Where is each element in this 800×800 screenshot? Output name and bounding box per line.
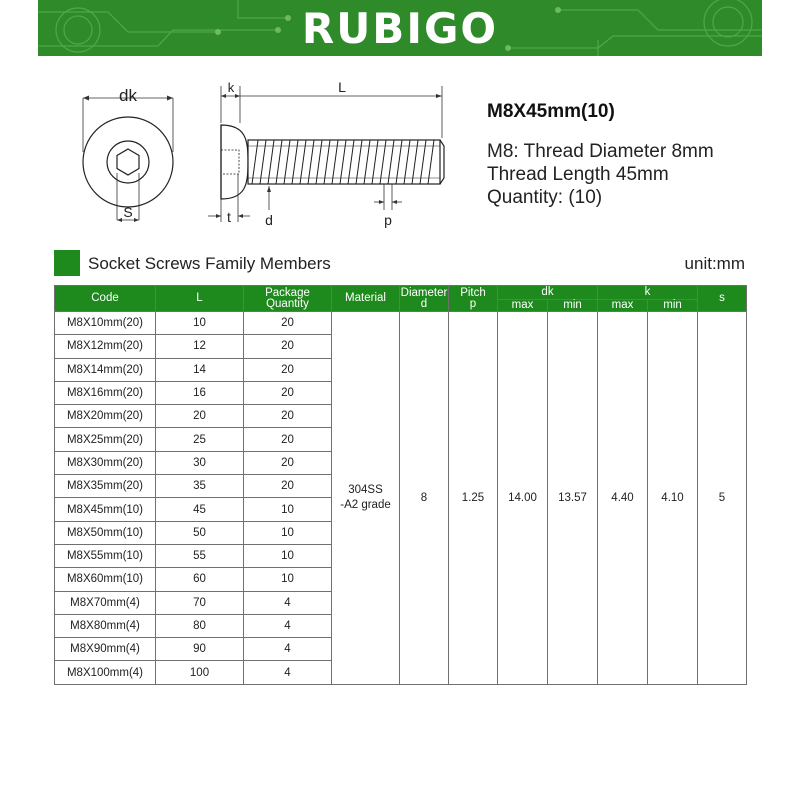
header-k: k [598,286,698,300]
screw-technical-drawing [70,78,470,238]
L-label: L [338,79,346,95]
cell-qty: 20 [244,405,332,428]
cell-length: 55 [156,544,244,567]
cell-code: M8X55mm(10) [55,544,156,567]
cell-code: M8X35mm(20) [55,475,156,498]
cell-length: 80 [156,614,244,637]
cell-code: M8X60mm(10) [55,568,156,591]
header-pitch-line1: Pitch [460,286,486,299]
cell-length: 12 [156,335,244,358]
material-line2: -A2 grade [340,498,391,511]
cell-k-max: 4.40 [598,312,648,685]
section-title: Socket Screws Family Members [88,254,331,273]
cell-length: 20 [156,405,244,428]
table-row [55,312,747,335]
cell-length: 50 [156,521,244,544]
cell-length: 35 [156,475,244,498]
cell-length: 25 [156,428,244,451]
t-label: t [227,209,231,225]
cell-qty: 4 [244,661,332,684]
spec-quantity: Quantity: (10) [487,187,603,208]
cell-qty: 10 [244,498,332,521]
product-title: M8X45mm(10) [487,101,615,122]
cell-code: M8X25mm(20) [55,428,156,451]
header-material: Material [332,286,400,312]
cell-s: 5 [698,312,747,685]
header-dk-max: max [498,300,548,312]
header-diameter-line2: d [420,297,428,310]
cell-k-min: 4.10 [648,312,698,685]
cell-qty: 4 [244,638,332,661]
header-k-min: min [648,300,698,312]
spec-thread-length: Thread Length 45mm [487,164,669,185]
cell-length: 90 [156,638,244,661]
header-k-max: max [598,300,648,312]
cell-qty: 20 [244,428,332,451]
header-diameter [400,286,449,312]
cell-length: 45 [156,498,244,521]
brand-name: RUBIGO [301,4,499,53]
brand-banner [38,0,762,56]
cell-code: M8X14mm(20) [55,358,156,381]
cell-length: 70 [156,591,244,614]
cell-pitch: 1.25 [449,312,498,685]
header-length: L [156,286,244,312]
header-package-line2: Quantity [266,297,309,310]
cell-qty: 10 [244,568,332,591]
cell-code: M8X90mm(4) [55,638,156,661]
cell-qty: 10 [244,521,332,544]
cell-code: M8X30mm(20) [55,451,156,474]
cell-code: M8X20mm(20) [55,405,156,428]
header-package-quantity [244,286,332,312]
k-label: k [227,80,235,95]
cell-qty: 20 [244,312,332,335]
header-s: s [698,286,747,312]
cell-qty: 20 [244,381,332,404]
cell-qty: 4 [244,614,332,637]
header-pitch-line2: p [469,297,477,310]
cell-code: M8X12mm(20) [55,335,156,358]
cell-length: 60 [156,568,244,591]
cell-length: 16 [156,381,244,404]
cell-dk-min: 13.57 [548,312,598,685]
screw-head-front-view [83,86,173,222]
dk-label: dk [119,86,137,105]
cell-length: 100 [156,661,244,684]
header-package-line1: Package [265,286,310,299]
cell-length: 30 [156,451,244,474]
socket-screws-table [54,285,747,685]
cell-code: M8X45mm(10) [55,498,156,521]
cell-code: M8X16mm(20) [55,381,156,404]
cell-qty: 20 [244,358,332,381]
cell-qty: 20 [244,475,332,498]
cell-code: M8X100mm(4) [55,661,156,684]
cell-qty: 10 [244,544,332,567]
cell-length: 10 [156,312,244,335]
cell-material [332,312,400,685]
d-label: d [265,212,273,228]
cell-qty: 20 [244,451,332,474]
cell-qty: 20 [244,335,332,358]
s-label: S [123,204,133,220]
header-diameter-line1: Diameter [400,286,448,299]
cell-code: M8X70mm(4) [55,591,156,614]
cell-qty: 4 [244,591,332,614]
cell-diameter: 8 [400,312,449,685]
cell-length: 14 [156,358,244,381]
spec-thread-diameter: M8: Thread Diameter 8mm [487,141,714,162]
p-label: p [384,212,392,228]
header-pitch [449,286,498,312]
header-code: Code [55,286,156,312]
screw-side-view [208,79,444,228]
unit-label: unit:mm [684,254,745,273]
header-dk: dk [498,286,598,300]
cell-code: M8X80mm(4) [55,614,156,637]
cell-dk-max: 14.00 [498,312,548,685]
cell-code: M8X50mm(10) [55,521,156,544]
section-marker [54,250,80,276]
material-line1: 304SS [348,483,383,496]
cell-code: M8X10mm(20) [55,312,156,335]
header-dk-min: min [548,300,598,312]
